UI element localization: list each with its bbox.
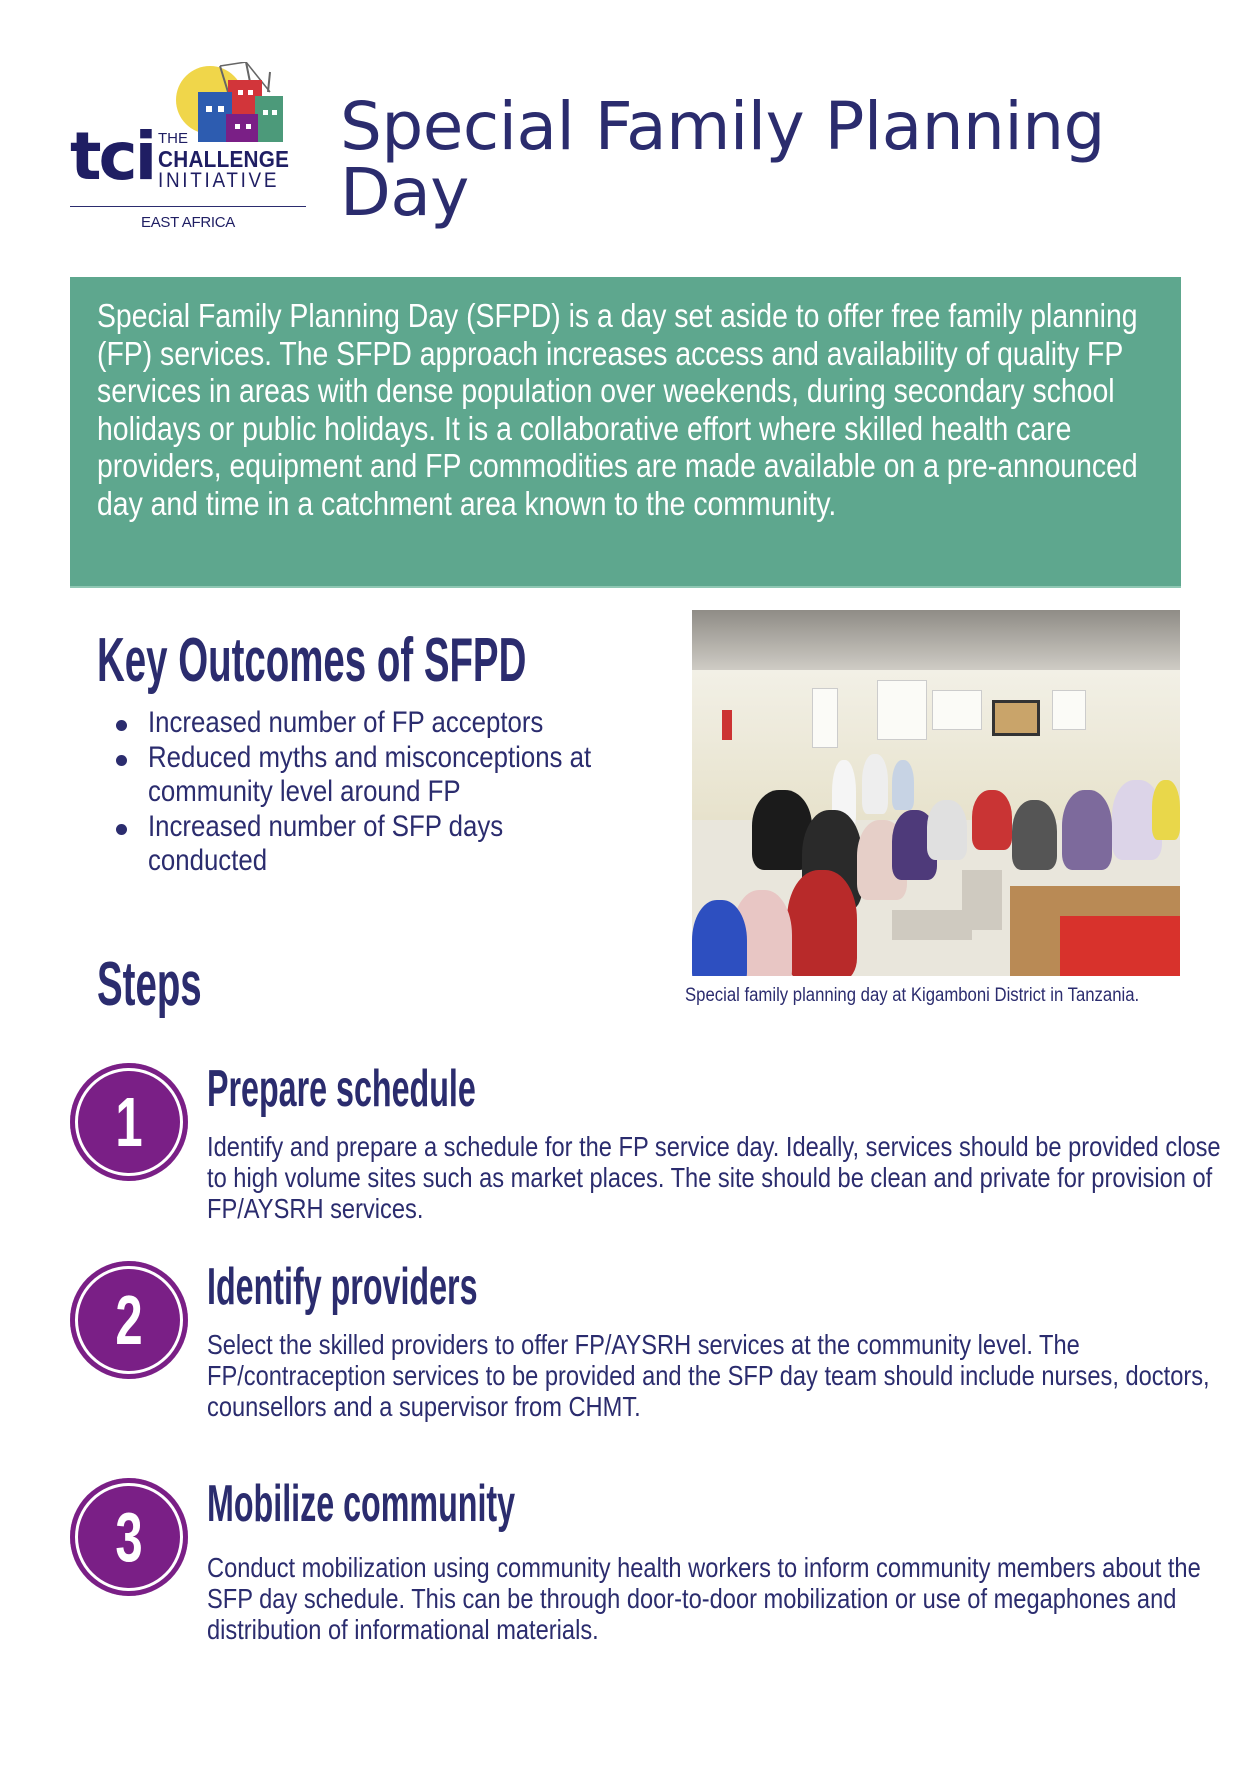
step-body: Select the skilled providers to offer FP/AYSRH services at the community level. The FP/contraception services to be provided and the SFP day team should include nurses, doctors, counsellors and a supervisor from CHMT. [207,1329,1210,1422]
steps-heading: Steps [97,950,202,1019]
intro-box [70,277,1181,588]
step-title: Mobilize community [207,1475,516,1533]
logo-region: EAST AFRICA [141,214,235,231]
bullet-icon [116,720,127,731]
logo-wordmark: tci [70,118,155,195]
outcomes-list [108,706,668,879]
logo-initiative: INITIATIVE [158,169,280,192]
logo-challenge: CHALLENGE [158,146,290,172]
list-item: Increased number of FP acceptors [108,706,668,741]
step-body: Conduct mobilization using community health workers to inform community members about the SFP day schedule. This can be through door-to-door mobilization or use of megaphones and distribution of informational materials. [207,1552,1201,1645]
bullet-icon [116,824,127,835]
step-body: Identify and prepare a schedule for the FP service day. Ideally, services should be provided close to high volume sites such as market places. The site should be clean and private for provision of FP/AYSRH services. [207,1131,1221,1224]
step-title: Identify providers [207,1258,478,1316]
step-number: 2 [115,1281,143,1359]
bullet-icon [116,755,127,766]
list-item: Reduced myths and misconceptions at community level around FP [108,741,668,810]
step-number: 1 [115,1083,143,1161]
tci-logo [70,62,306,234]
step-number: 3 [115,1498,143,1576]
page-title: Special Family Planning Day [340,88,1105,231]
event-photo [692,610,1180,976]
intro-text: Special Family Planning Day (SFPD) is a day set aside to offer free family planning (FP) services. The SFPD approach increases access and availability of quality FP services in areas with dense population over weekends, during secondary school holidays or public holidays. It is a collaborative effort where skilled health care providers, equipment and FP commodities are made available on a pre-announced day and time in a catchment area known to the community. [97,297,1138,522]
logo-divider [70,206,306,207]
logo-the: THE [158,130,188,147]
step-title: Prepare schedule [207,1060,476,1118]
outcomes-heading: Key Outcomes of SFPD [97,626,527,695]
list-item: Increased number of SFP days conducted [108,810,668,879]
photo-caption: Special family planning day at Kigamboni District in Tanzania. [685,985,1140,1006]
